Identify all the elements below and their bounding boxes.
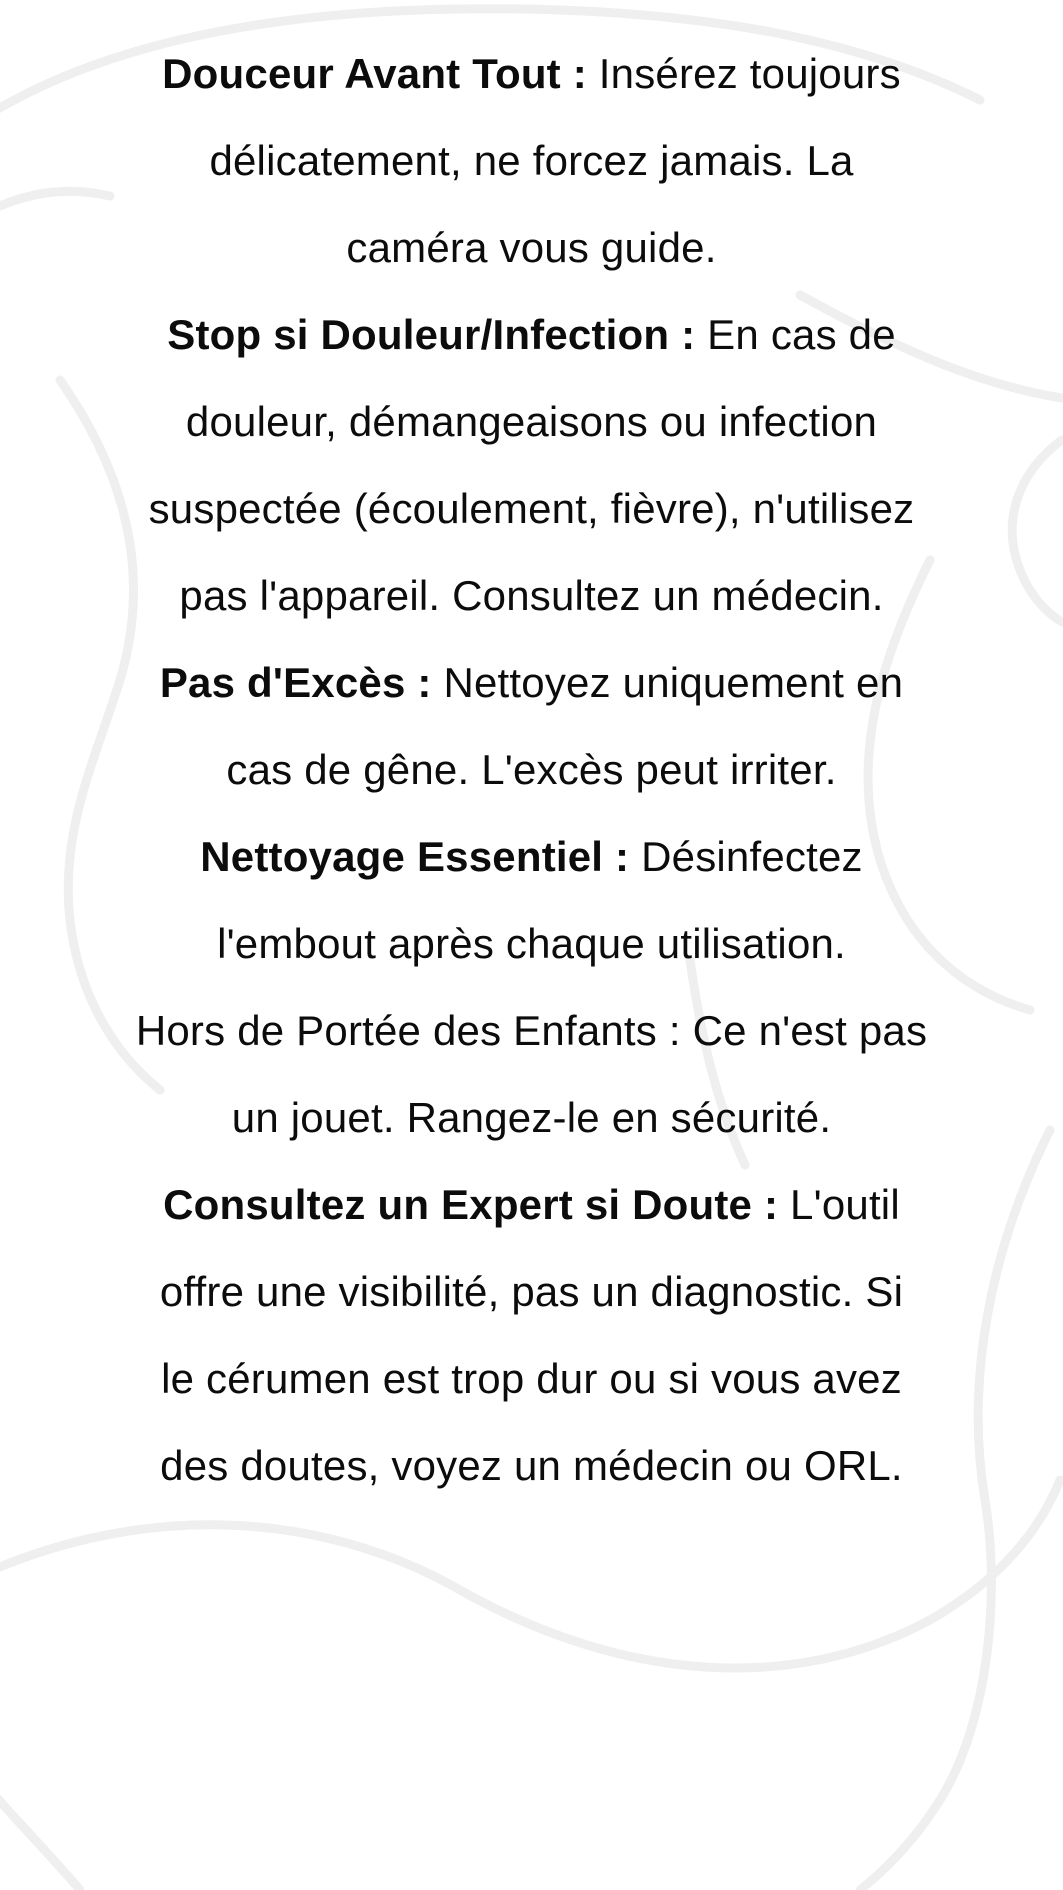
instruction-text: En cas de: [707, 311, 896, 358]
instruction-line: [0, 639, 1063, 726]
instruction-text: des doutes, voyez un médecin ou ORL.: [160, 1442, 903, 1489]
instruction-heading: Stop si Douleur/Infection :: [167, 311, 708, 358]
instruction-line: [0, 552, 1063, 639]
instruction-line: [0, 987, 1063, 1074]
instruction-line: [0, 1074, 1063, 1161]
instruction-line: [0, 378, 1063, 465]
instruction-text: cas de gêne. L'excès peut irriter.: [226, 746, 837, 793]
instruction-line: [0, 291, 1063, 378]
instruction-line: [0, 1335, 1063, 1422]
instruction-text: suspectée (écoulement, fièvre), n'utilisez: [148, 485, 915, 532]
instruction-heading: Pas d'Excès :: [159, 659, 444, 706]
instruction-text: Nettoyez uniquement en: [443, 659, 904, 706]
wave-curve: [0, 1790, 80, 1890]
instruction-text: le cérumen est trop dur ou si vous avez: [161, 1355, 902, 1402]
instruction-text: caméra vous guide.: [346, 224, 717, 271]
instruction-text: Hors de Portée des Enfants : Ce n'est pas: [135, 1007, 928, 1054]
instruction-heading: Nettoyage Essentiel :: [200, 833, 642, 880]
instruction-heading: Douceur Avant Tout :: [162, 50, 599, 97]
instruction-text: Insérez toujours: [598, 50, 901, 97]
instruction-text: délicatement, ne forcez jamais. La: [209, 137, 854, 184]
instruction-text: un jouet. Rangez-le en sécurité.: [231, 1094, 832, 1141]
instruction-text: douleur, démangeaisons ou infection: [185, 398, 878, 445]
instruction-text: offre une visibilité, pas un diagnostic. Si: [159, 1268, 904, 1315]
instruction-line: [0, 30, 1063, 117]
instruction-line: [0, 465, 1063, 552]
instruction-line: [0, 204, 1063, 291]
instruction-line: [0, 726, 1063, 813]
instruction-line: [0, 1161, 1063, 1248]
instruction-line: [0, 813, 1063, 900]
instruction-line: [0, 1248, 1063, 1335]
instruction-text: l'embout après chaque utilisation.: [217, 920, 846, 967]
instruction-line: [0, 1422, 1063, 1509]
instruction-text: pas l'appareil. Consultez un médecin.: [179, 572, 884, 619]
instruction-text: Désinfectez: [641, 833, 863, 880]
instruction-text: L'outil: [790, 1181, 900, 1228]
instruction-line: [0, 117, 1063, 204]
instruction-heading: Consultez un Expert si Doute :: [163, 1181, 791, 1228]
instruction-line: [0, 900, 1063, 987]
